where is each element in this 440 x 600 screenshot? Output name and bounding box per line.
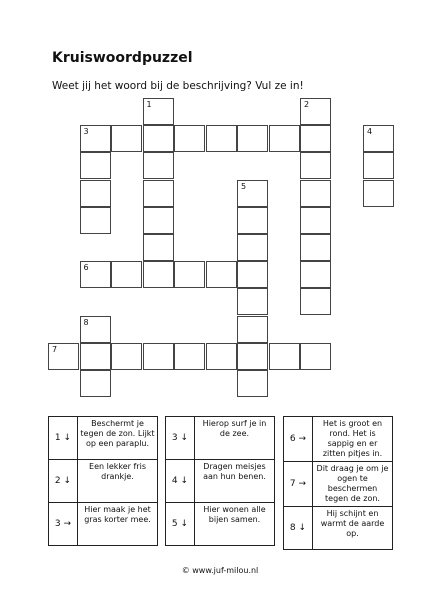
clue-text: Beschermt je tegen de zon. Lijkt op een paraplu.	[78, 417, 158, 460]
crossword-cell[interactable]	[80, 152, 111, 179]
crossword-cell[interactable]	[143, 234, 174, 261]
clue-number: 7 →	[284, 462, 313, 507]
crossword-cell[interactable]	[300, 98, 331, 125]
clue-number: 2 ↓	[49, 460, 78, 503]
crossword-cell[interactable]	[174, 261, 205, 288]
crossword-cell[interactable]	[363, 125, 394, 152]
crossword-cell[interactable]	[111, 125, 142, 152]
crossword-cell[interactable]	[237, 316, 268, 343]
clue-text: Hij schijnt en warmt de aarde op.	[313, 507, 393, 550]
crossword-cell[interactable]	[80, 316, 111, 343]
crossword-cell[interactable]	[80, 207, 111, 234]
clue-row	[284, 417, 393, 462]
crossword-cell[interactable]	[111, 261, 142, 288]
crossword-cell[interactable]	[237, 261, 268, 288]
clue-number: 3 →	[49, 503, 78, 546]
crossword-cell[interactable]	[269, 125, 300, 152]
crossword-cell[interactable]	[143, 207, 174, 234]
clue-number: 6 →	[284, 417, 313, 462]
crossword-cell[interactable]	[206, 343, 237, 370]
clue-text: Hier wonen alle bijen samen.	[195, 503, 275, 546]
crossword-cell[interactable]	[48, 343, 79, 370]
crossword-cell[interactable]	[80, 180, 111, 207]
cell-number: 8	[83, 317, 89, 327]
clue-text: Hierop surf je in de zee.	[195, 417, 275, 460]
crossword-cell[interactable]	[80, 125, 111, 152]
crossword-cell[interactable]	[300, 125, 331, 152]
crossword-cell[interactable]	[300, 343, 331, 370]
crossword-cell[interactable]	[300, 234, 331, 261]
page-title: Kruiswoordpuzzel	[52, 50, 193, 66]
cell-number: 4	[367, 127, 373, 137]
clue-table-3	[283, 416, 393, 550]
clue-text: Dit draag je om je ogen te beschermen tegen de zon.	[313, 462, 393, 507]
crossword-cell[interactable]	[300, 180, 331, 207]
cell-number: 1	[146, 100, 152, 109]
crossword-cell[interactable]	[143, 343, 174, 370]
crossword-cell[interactable]	[237, 234, 268, 261]
clue-row	[49, 417, 158, 460]
instructions: Weet jij het woord bij de beschrijving? Vul ze in!	[52, 80, 304, 92]
cell-number: 3	[83, 127, 89, 137]
clue-row	[166, 417, 275, 460]
crossword-cell[interactable]	[237, 288, 268, 315]
crossword-cell[interactable]	[174, 125, 205, 152]
crossword-cell[interactable]	[300, 152, 331, 179]
crossword-cell[interactable]	[143, 261, 174, 288]
crossword-cell[interactable]	[80, 343, 111, 370]
clue-row	[49, 460, 158, 503]
cell-number: 5	[241, 181, 247, 191]
crossword-cell[interactable]	[143, 125, 174, 152]
clue-row	[166, 503, 275, 546]
crossword-cell[interactable]	[111, 343, 142, 370]
clue-text: Een lekker fris drankje.	[78, 460, 158, 503]
crossword-cell[interactable]	[206, 261, 237, 288]
clue-text: Hier maak je het gras korter mee.	[78, 503, 158, 546]
clue-text: Het is groot en rond. Het is sappig en er zitten pitjes in.	[313, 417, 393, 462]
clue-number: 5 ↓	[166, 503, 195, 546]
cell-number: 7	[52, 344, 58, 354]
crossword-cell[interactable]	[363, 152, 394, 179]
clue-row	[284, 507, 393, 550]
crossword-cell[interactable]	[80, 370, 111, 397]
clue-table-1	[48, 416, 158, 546]
cell-number: 6	[83, 263, 89, 273]
crossword-cell[interactable]	[300, 207, 331, 234]
crossword-cell[interactable]	[143, 98, 174, 125]
crossword-cell[interactable]	[174, 343, 205, 370]
crossword-cell[interactable]	[300, 288, 331, 315]
clue-row	[49, 503, 158, 546]
crossword-cell[interactable]	[80, 261, 111, 288]
clue-number: 1 ↓	[49, 417, 78, 460]
crossword-cell[interactable]	[363, 180, 394, 207]
clue-number: 8 ↓	[284, 507, 313, 550]
crossword-cell[interactable]	[237, 207, 268, 234]
cell-number: 2	[304, 100, 310, 109]
clue-row	[166, 460, 275, 503]
clue-number: 3 ↓	[166, 417, 195, 460]
crossword-cell[interactable]	[206, 125, 237, 152]
clue-table-2	[165, 416, 275, 546]
crossword-cell[interactable]	[237, 125, 268, 152]
crossword-cell[interactable]	[237, 343, 268, 370]
clue-number: 4 ↓	[166, 460, 195, 503]
crossword-cell[interactable]	[143, 180, 174, 207]
crossword-cell[interactable]	[237, 180, 268, 207]
crossword-cell[interactable]	[269, 343, 300, 370]
crossword-cell[interactable]	[300, 261, 331, 288]
crossword-cell[interactable]	[143, 152, 174, 179]
crossword-cell[interactable]	[237, 370, 268, 397]
copyright-footer: © www.juf-milou.nl	[181, 566, 259, 575]
clue-row	[284, 462, 393, 507]
clue-text: Dragen meisjes aan hun benen.	[195, 460, 275, 503]
